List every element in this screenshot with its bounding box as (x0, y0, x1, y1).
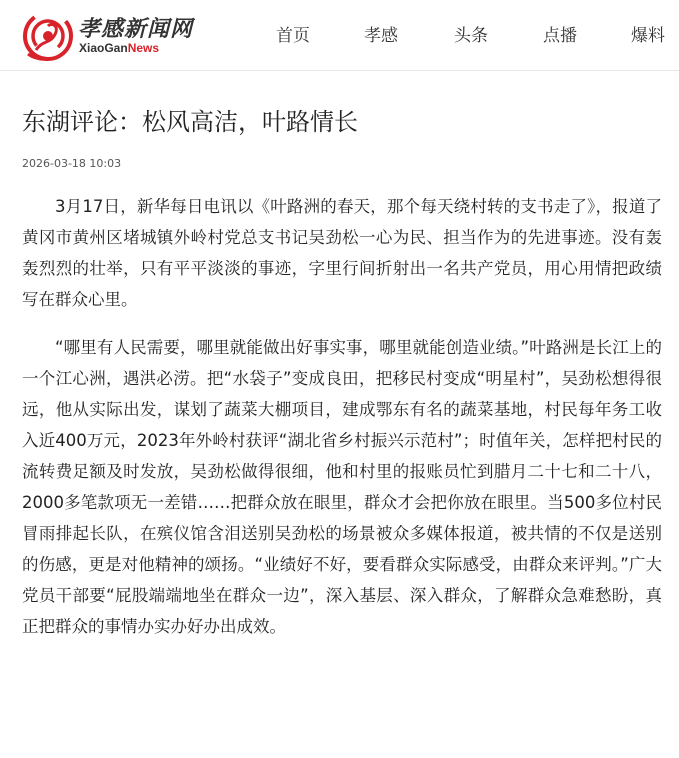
article-datetime: 2026-03-18 10:03 (22, 157, 122, 170)
nav-item-headlines[interactable]: 头条 (454, 26, 488, 46)
article-paragraph: “哪里有人民需要，哪里就能做出好事实事，哪里就能创造业绩。”叶路洲是长江上的一个江心洲，遇洪必涝。把“水袋子”变成良田，把移民村变成“明星村”，吴劲松想得很远，他从实际出发，谋划了蔬菜大棚项目，建成鄂东有名的蔬菜基地，村民每年务工收入近400万元，2023年外岭村获评“湖北省乡村振兴示范村”；时值年关，怎样把村民的流转费足额及时发放，吴劲松做得很细，他和村里的报账员忙到腊月二十七和二十八，2000多笔款项无一差错……把群众放在眼里，群众才会把你放在眼里。当500多位村民冒雨排起长队，在殡仪馆含泪送别吴劲松的场景被众多媒体报道，被共情的不仅是送别的伤感，更是对他精神的颂扬。“业绩好不好，要看群众实际感受，由群众来评判。”广大党员干部要“屁股端端地坐在群众一边”，深入基层、深入群众，了解群众急难愁盼，真正把群众的事情办实办好办出成效。 (22, 338, 662, 636)
site-header (0, 0, 679, 71)
nav-item-xiaogan[interactable]: 孝感 (364, 26, 398, 46)
article (22, 105, 662, 659)
logo-english-suffix: News (127, 41, 160, 55)
article-paragraph: 3月17日，新华每日电讯以《叶路洲的春天，那个每天绕村转的支书走了》，报道了黄冈市黄州区堵城镇外岭村党总支书记吴劲松一心为民、担当作为的先进事迹。没有轰轰烈烈的壮举，只有平平淡淡的事迹，字里行间折射出一名共产党员，用心用情把政绩写在群众心里。 (22, 197, 662, 309)
nav-item-on-demand[interactable]: 点播 (543, 26, 577, 46)
nav-item-tip-off[interactable]: 爆料 (631, 26, 665, 46)
nav-item-home[interactable]: 首页 (276, 26, 310, 46)
main-nav (0, 24, 679, 48)
logo-chinese-text: 孝感新闻网 (78, 16, 194, 42)
logo-english-prefix: XiaoGan (79, 41, 128, 55)
article-title: 东湖评论：松风高洁，叶路情长 (22, 108, 358, 136)
article-body (22, 191, 662, 642)
